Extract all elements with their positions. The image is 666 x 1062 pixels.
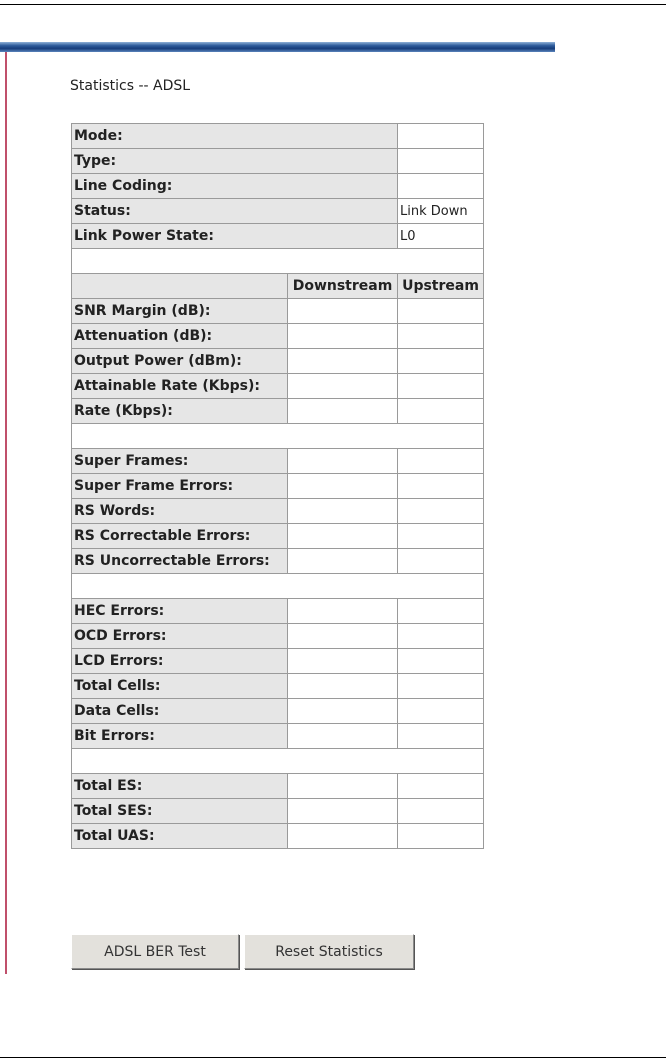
output-power-dbm-upstream <box>398 349 484 374</box>
row-ocd-errors <box>72 624 484 649</box>
rs-uncorrectable-errors-downstream <box>288 549 398 574</box>
hec-errors-upstream <box>398 599 484 624</box>
row-super-frames <box>72 449 484 474</box>
hec-errors-label: HEC Errors: <box>72 599 288 624</box>
lcd-errors-label: LCD Errors: <box>72 649 288 674</box>
type-label: Type: <box>72 149 398 174</box>
rs-correctable-errors-upstream <box>398 524 484 549</box>
row-rs-correctable-errors <box>72 524 484 549</box>
bit-errors-label: Bit Errors: <box>72 724 288 749</box>
link-power-state-value: L0 <box>398 224 484 249</box>
rate-kbps-downstream <box>288 399 398 424</box>
reset-statistics-button[interactable]: Reset Statistics <box>244 934 414 969</box>
link-power-state-label: Link Power State: <box>72 224 398 249</box>
rs-correctable-errors-downstream <box>288 524 398 549</box>
data-cells-label: Data Cells: <box>72 699 288 724</box>
page-top-rule <box>0 4 666 5</box>
spacer-row-group-2-cell <box>72 574 484 599</box>
page-bottom-rule <box>0 1057 666 1058</box>
row-output-power-dbm <box>72 349 484 374</box>
row-data-cells <box>72 699 484 724</box>
total-cells-downstream <box>288 674 398 699</box>
row-type <box>72 149 484 174</box>
adsl-statistics-table <box>71 123 484 849</box>
row-rs-uncorrectable-errors <box>72 549 484 574</box>
bit-errors-downstream <box>288 724 398 749</box>
column-header-row <box>72 274 484 299</box>
total-cells-label: Total Cells: <box>72 674 288 699</box>
adsl-ber-test-button[interactable]: ADSL BER Test <box>71 934 239 969</box>
total-es-downstream <box>288 774 398 799</box>
spacer-row-group-1 <box>72 424 484 449</box>
spacer-row-group-1-cell <box>72 424 484 449</box>
snr-margin-db-upstream <box>398 299 484 324</box>
downstream-header: Downstream <box>288 274 398 299</box>
rs-uncorrectable-errors-upstream <box>398 549 484 574</box>
rs-uncorrectable-errors-label: RS Uncorrectable Errors: <box>72 549 288 574</box>
attenuation-db-label: Attenuation (dB): <box>72 324 288 349</box>
rs-words-downstream <box>288 499 398 524</box>
total-uas-label: Total UAS: <box>72 824 288 849</box>
mode-value <box>398 124 484 149</box>
upstream-header: Upstream <box>398 274 484 299</box>
lcd-errors-downstream <box>288 649 398 674</box>
row-attainable-rate-kbps <box>72 374 484 399</box>
rs-words-label: RS Words: <box>72 499 288 524</box>
spacer-row-group-2 <box>72 574 484 599</box>
row-mode <box>72 124 484 149</box>
bit-errors-upstream <box>398 724 484 749</box>
lcd-errors-upstream <box>398 649 484 674</box>
total-es-upstream <box>398 774 484 799</box>
super-frames-upstream <box>398 449 484 474</box>
row-lcd-errors <box>72 649 484 674</box>
row-total-uas <box>72 824 484 849</box>
row-total-ses <box>72 799 484 824</box>
super-frame-errors-label: Super Frame Errors: <box>72 474 288 499</box>
ocd-errors-label: OCD Errors: <box>72 624 288 649</box>
attenuation-db-upstream <box>398 324 484 349</box>
row-attenuation-db <box>72 324 484 349</box>
attainable-rate-kbps-downstream <box>288 374 398 399</box>
line-coding-label: Line Coding: <box>72 174 398 199</box>
mode-label: Mode: <box>72 124 398 149</box>
row-snr-margin-db <box>72 299 484 324</box>
total-ses-label: Total SES: <box>72 799 288 824</box>
super-frame-errors-downstream <box>288 474 398 499</box>
rs-correctable-errors-label: RS Correctable Errors: <box>72 524 288 549</box>
super-frames-downstream <box>288 449 398 474</box>
total-uas-downstream <box>288 824 398 849</box>
row-total-es <box>72 774 484 799</box>
super-frame-errors-upstream <box>398 474 484 499</box>
output-power-dbm-label: Output Power (dBm): <box>72 349 288 374</box>
total-ses-upstream <box>398 799 484 824</box>
type-value <box>398 149 484 174</box>
status-value: Link Down <box>398 199 484 224</box>
row-super-frame-errors <box>72 474 484 499</box>
row-bit-errors <box>72 724 484 749</box>
total-es-label: Total ES: <box>72 774 288 799</box>
spacer-row-group-3-cell <box>72 749 484 774</box>
data-cells-downstream <box>288 699 398 724</box>
row-rate-kbps <box>72 399 484 424</box>
attenuation-db-downstream <box>288 324 398 349</box>
data-cells-upstream <box>398 699 484 724</box>
hec-errors-downstream <box>288 599 398 624</box>
rate-kbps-label: Rate (Kbps): <box>72 399 288 424</box>
total-cells-upstream <box>398 674 484 699</box>
spacer-row-summary-cell <box>72 249 484 274</box>
row-rs-words <box>72 499 484 524</box>
total-ses-downstream <box>288 799 398 824</box>
line-coding-value <box>398 174 484 199</box>
spacer-row-summary <box>72 249 484 274</box>
row-total-cells <box>72 674 484 699</box>
status-label: Status: <box>72 199 398 224</box>
row-link-power-state <box>72 224 484 249</box>
snr-margin-db-downstream <box>288 299 398 324</box>
spacer-row-group-3 <box>72 749 484 774</box>
ocd-errors-upstream <box>398 624 484 649</box>
ocd-errors-downstream <box>288 624 398 649</box>
attainable-rate-kbps-upstream <box>398 374 484 399</box>
header-bar <box>0 42 555 52</box>
rate-kbps-upstream <box>398 399 484 424</box>
total-uas-upstream <box>398 824 484 849</box>
left-border-line <box>5 52 7 974</box>
output-power-dbm-downstream <box>288 349 398 374</box>
column-header-blank <box>72 274 288 299</box>
super-frames-label: Super Frames: <box>72 449 288 474</box>
row-hec-errors <box>72 599 484 624</box>
rs-words-upstream <box>398 499 484 524</box>
row-line-coding <box>72 174 484 199</box>
page-title: Statistics -- ADSL <box>70 78 191 94</box>
attainable-rate-kbps-label: Attainable Rate (Kbps): <box>72 374 288 399</box>
snr-margin-db-label: SNR Margin (dB): <box>72 299 288 324</box>
row-status <box>72 199 484 224</box>
